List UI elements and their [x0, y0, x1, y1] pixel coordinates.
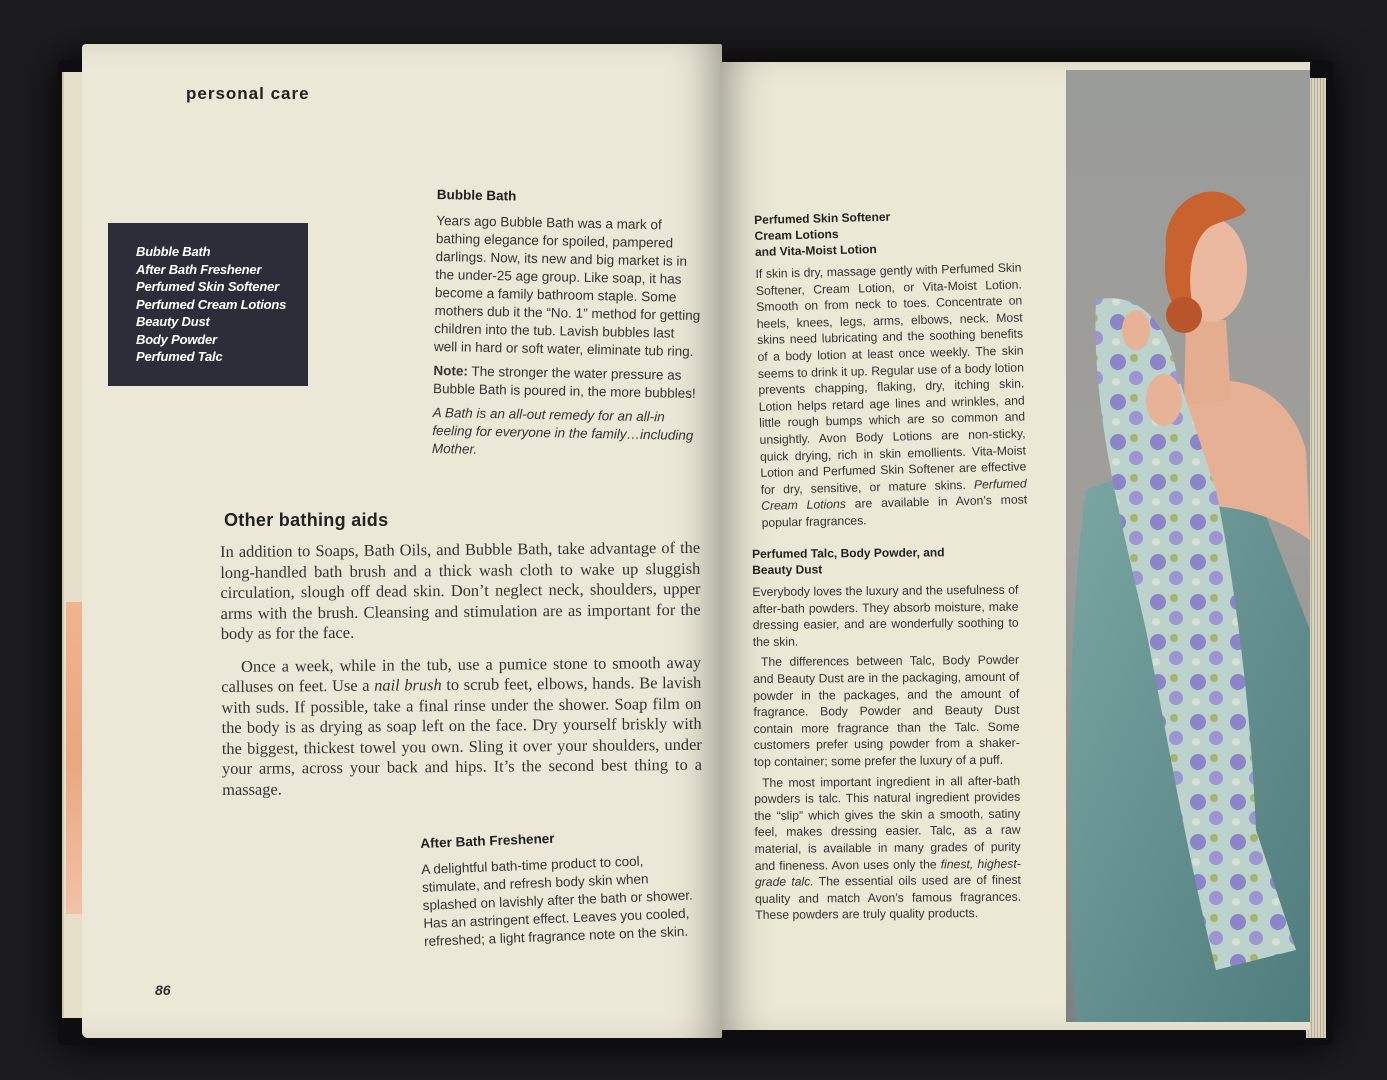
talc-p3-italic: finest, highest-grade talc.: [754, 856, 1021, 890]
talc-paragraph-2: The differences between Talc, Body Powder and Beauty Dust are in the packaging, amount of powder in the packages, and the amount of fragrance. Body Powder and Beauty Dust contain more fragrance than the Talc. Some customers prefer using powder from a shaker-top container; some prefer the luxury of a puff.: [753, 653, 1020, 769]
contents-item: Body Powder: [136, 331, 217, 347]
section-color-tab: [66, 602, 82, 914]
after-bath-body: A delightful bath-time product to cool, stimulate, and refresh body skin when splashed on lavishly after the bath or shower. Has an astringent effect. Leaves you cooled, refreshed; a light fragrance note on the skin.: [421, 853, 693, 949]
softener-heading-line: Perfumed Skin Softener: [754, 209, 891, 227]
para2-start: Once a week, while in the tub, use a pumice stone to smooth away calluses on feet. Use a: [221, 652, 702, 696]
note-label: Note:: [433, 362, 469, 379]
softener-body: [755, 259, 1027, 531]
contents-item: Bubble Bath: [136, 244, 211, 259]
bubble-bath-section: [432, 186, 703, 469]
contents-item: Beauty Dust: [136, 314, 210, 329]
other-aids-title: Other bathing aids: [224, 510, 389, 530]
para2-end: to scrub feet, elbows, hands. Be lavish with suds. If possible, take a final rinse under the shower. Soap film on the body is as drying as soap left on the face. Dry yourself briskly with the biggest, thickest towel you own. Sling it over your shoulders, under your arms, across your back and hips. It’s the second best thing to a massage.: [221, 672, 703, 799]
talc-section: [752, 544, 1021, 928]
softener-heading-line: and Vita-Moist Lotion: [754, 242, 877, 259]
softener-heading: [754, 206, 1021, 260]
page-number: 86: [155, 982, 171, 998]
bubble-bath-note: [433, 362, 700, 403]
contents-item: Perfumed Talc: [136, 349, 223, 364]
softener-body-italic: Perfumed Cream Lotions: [761, 476, 1027, 514]
photo-illustration: [1066, 70, 1310, 1022]
contents-box: [108, 223, 308, 386]
note-text: The stronger the water pressure as Bubble Bath is poured in, the more bubbles!: [432, 363, 696, 402]
para2-italic: nail brush: [374, 675, 442, 695]
talc-paragraph-3: [754, 772, 1021, 924]
after-bath-heading: After Bath Freshener: [420, 830, 555, 851]
bubble-bath-italic: A Bath is an all-out remedy for an all-in feeling for everyone in the family…including Mother.: [431, 404, 694, 457]
after-bath-section: [420, 824, 699, 956]
softener-section: [754, 206, 1028, 536]
softener-heading-line: Cream Lotions: [754, 226, 839, 243]
woman-with-towel-photo: [1066, 70, 1310, 1022]
talc-paragraph-1: Everybody loves the luxury and the usefulness of after-bath powders. They absorb moisture, make dressing easier, and are wonderfully soothing to the skin.: [752, 582, 1019, 649]
bubble-bath-body: Years ago Bubble Bath was a mark of bathing elegance for spoiled, pampered darlings. Now, its new and big market is in the under-25 age group. Like soap, it has become a family bathroom staple. Some mothers dub it the “No. 1” method for getting children into the tub. Lavish bubbles last well in hard or soft water, eliminate tub ring.: [433, 212, 701, 359]
talc-p3-end: The essential oils used are of finest quality and match Avon’s famous fragrances. These powders are truly quality products.: [755, 872, 1022, 923]
other-aids-paragraph-2: [221, 652, 702, 800]
contents-item: After Bath Freshener: [136, 261, 262, 277]
section-label: personal care: [186, 84, 310, 103]
softener-body-end: are available in Avon’s most popular fragrances.: [761, 492, 1028, 530]
talc-p3-start: The most important ingredient in all after-bath powders is talc. This natural ingredient provides the “slip” which gives the skin a smooth, satiny feel, makes dressing easier. Talc, as a raw material, is available in many grades of purity and fineness. Avon uses only the: [754, 773, 1021, 873]
talc-heading-line: Beauty Dust: [752, 562, 823, 577]
softener-body-start: If skin is dry, massage gently with Perfumed Skin Softener, Cream Lotion, or Vita-Moist Lotion. Smooth on from neck to toes. Concentrate on heels, knees, legs, arms, elbows, neck. Most skins need lubricating and the soothing benefits of a body lotion at least once weekly. The skin seems to drink it up. Regular use of a body lotion prevents chapping, flaking, dry, itching skin. Lotion helps retard age lines and wrinkles, and little rough bumps which are so common and unsightly. Avon Body Lotions are non-sticky, quick drying, rich in skin emollients. Vita-Moist Lotion and Perfumed Skin Softener are effective for dry, sensitive, or mature skins.: [755, 260, 1027, 497]
talc-heading-line: Perfumed Talc, Body Powder, and: [752, 545, 945, 561]
talc-heading: [752, 544, 1018, 578]
bubble-bath-heading: Bubble Bath: [436, 186, 517, 204]
other-aids-paragraph-1: In addition to Soaps, Bath Oils, and Bubble Bath, take advantage of the long-handled bath brush and a thick wash cloth to wake up sluggish circulation, slough off dead skin. Don’t neglect neck, shoulders, upper arms with the brush. Cleansing and stimulation are as important for the body as for the face.: [220, 537, 701, 643]
contents-item: Perfumed Skin Softener: [136, 279, 279, 294]
other-aids-body: [220, 538, 702, 812]
contents-item: Perfumed Cream Lotions: [136, 296, 287, 312]
